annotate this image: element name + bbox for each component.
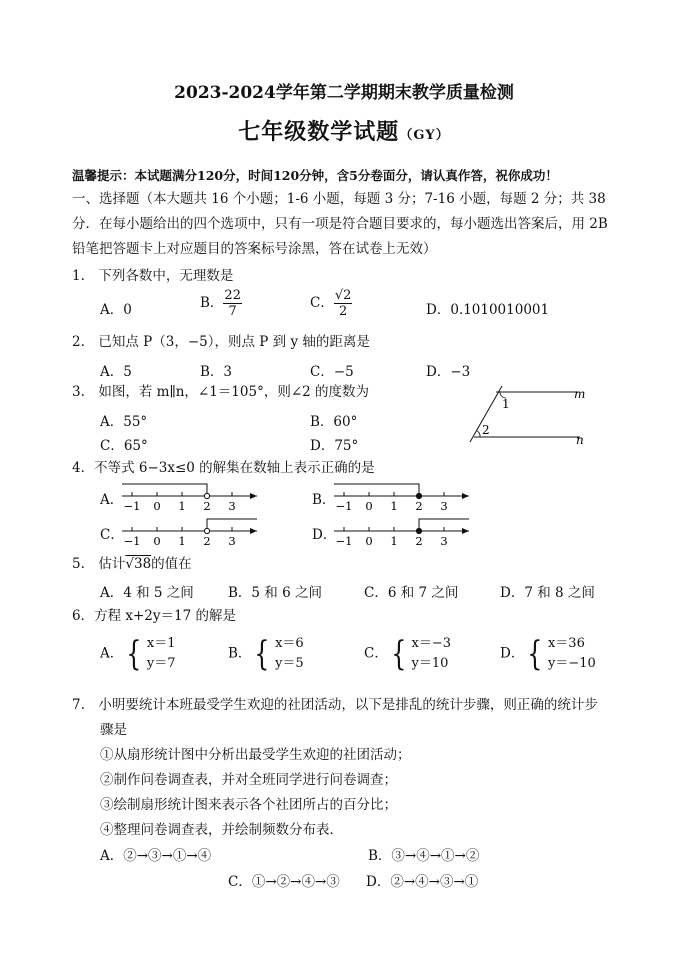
q1-b-fraction	[223, 288, 242, 319]
q6-a-system: { x＝1 y＝7	[126, 634, 176, 674]
section-intro-line2: 分．在每小题给出的四个选项中，只有一项是符合题目要求的，每小题选出答案后，用 2B	[72, 216, 608, 232]
subtitle-text: 七年级数学试题	[238, 119, 400, 145]
tick-label: 3	[228, 534, 236, 548]
q3-option-d: D．75°	[310, 438, 359, 454]
line-n-label: n	[576, 433, 584, 447]
tick-label: 1	[390, 499, 398, 513]
tick-label: 3	[228, 499, 236, 513]
q7-option-d: D．②→④→③→①	[366, 874, 479, 890]
q4-option-d-label: D．	[312, 527, 337, 543]
q3-stem: 3. 如图，若 m∥n，∠1＝105°，则∠2 的度数为	[72, 384, 370, 400]
q5-option-a: A．4 和 5 之间	[100, 585, 194, 601]
solution-ray	[122, 484, 207, 496]
q6-b-row1: x＝6	[275, 636, 304, 651]
q6-a-label: A．	[100, 645, 124, 662]
tick-label: 3	[440, 534, 448, 548]
q1-c-den: 2	[338, 304, 348, 319]
section-intro-line3: 铅笔把答题卡上对应题目的答案标号涂黑，答在试卷上无效）	[72, 241, 437, 257]
q1-option-c	[310, 288, 352, 319]
tick-label: 0	[153, 499, 161, 513]
q3-option-b: B．60°	[310, 414, 358, 430]
tick-label: 2	[203, 534, 211, 548]
tick-label: 0	[153, 534, 161, 548]
tick-label: 2	[415, 499, 423, 513]
q1-b-label: B．	[200, 295, 224, 311]
q6-c-row2: y＝10	[411, 656, 449, 671]
tick-label: 1	[178, 499, 186, 513]
q7-stem-line1: 7. 小明要统计本班最受学生欢迎的社团活动，以下是排乱的统计步骤，则正确的统计步	[72, 697, 598, 713]
subtitle-tag: （GY）	[399, 128, 450, 143]
q1-b-num: 22	[224, 288, 241, 303]
tick-label: 0	[365, 534, 373, 548]
q4-option-b-label: B．	[312, 492, 336, 508]
q7-step2: ②制作问卷调查表，并对全班同学进行问卷调查；	[100, 772, 397, 788]
axis-arrow	[250, 528, 257, 534]
q6-b-system: { x＝6 y＝5	[254, 634, 304, 674]
q6-c-label: C．	[364, 645, 388, 662]
q1-option-d: D．0.1010010001	[426, 302, 550, 318]
axis-arrow	[462, 493, 469, 499]
angle1-label: 1	[502, 397, 510, 411]
axis-arrow	[462, 528, 469, 534]
tick-label: −1	[335, 499, 353, 513]
q4-numberline-b	[334, 480, 474, 514]
q7-option-b: B．③→④→①→②	[368, 848, 480, 864]
q3-figure	[462, 384, 592, 450]
q7-step1: ①从扇形统计图中分析出最受学生欢迎的社团活动；	[100, 747, 411, 763]
q6-b-row2: y＝5	[275, 656, 304, 671]
q7-step3: ③绘制扇形统计图来表示各个社团所占的百分比；	[100, 797, 397, 813]
tick-label: 3	[440, 499, 448, 513]
q5-option-b: B．5 和 6 之间	[228, 585, 322, 601]
q3-option-a: A．55°	[100, 414, 148, 430]
tick-label: 2	[203, 499, 211, 513]
q1-c-num: √2	[334, 288, 352, 303]
q6-b-label: B．	[228, 645, 252, 662]
solution-ray	[334, 484, 419, 496]
q4-option-a-label: A．	[100, 492, 124, 508]
endpoint-dot	[416, 493, 421, 498]
q6-a-row2: y＝7	[146, 656, 176, 671]
q6-d-label: D．	[500, 645, 525, 662]
line-m-label: m	[574, 387, 586, 401]
q2-option-a: A．5	[100, 364, 132, 380]
q4-numberline-c	[122, 515, 262, 549]
q5-root: √38	[125, 556, 152, 572]
tick-label: 2	[415, 534, 423, 548]
q6-option-d	[500, 634, 596, 674]
q6-option-a	[100, 634, 176, 674]
q5-stem	[72, 553, 192, 575]
endpoint-dot	[204, 528, 209, 533]
q6-d-row2: y＝−10	[547, 656, 596, 671]
tick-label: 0	[365, 499, 373, 513]
q6-c-row1: x＝−3	[411, 636, 451, 651]
notice: 温馨提示：本试题满分120分，时间120分钟，含5分卷面分，请认真作答，祝你成功！	[72, 168, 558, 183]
q6-d-row1: x＝36	[547, 636, 585, 651]
q5-option-c: C．6 和 7 之间	[364, 585, 459, 601]
q6-a-row1: x＝1	[146, 636, 176, 651]
tick-label: −1	[123, 534, 141, 548]
q6-option-c	[364, 634, 451, 674]
q1-b-den: 7	[228, 304, 237, 319]
tick-label: −1	[335, 534, 353, 548]
endpoint-dot	[204, 493, 209, 498]
q1-stem: 1. 下列各数中，无理数是	[72, 268, 234, 284]
q5-stem-prefix: 5. 估计	[72, 556, 126, 572]
q4-numberline-a	[122, 480, 262, 514]
q7-option-a: A．②→③→①→④	[100, 848, 212, 864]
axis-arrow	[250, 493, 257, 499]
exam-subtitle	[0, 115, 688, 146]
q2-option-d: D．−3	[426, 364, 471, 380]
q6-stem: 6．方程 x+2y＝17 的解是	[72, 608, 236, 624]
q5-option-d: D．7 和 8 之间	[500, 585, 595, 601]
tick-label: 1	[390, 534, 398, 548]
tick-label: −1	[123, 499, 141, 513]
q3-option-c: C．65°	[100, 438, 148, 454]
angle2-label: 2	[482, 423, 490, 437]
q4-option-c-label: C．	[100, 527, 124, 543]
q6-c-system: { x＝−3 y＝10	[391, 634, 451, 674]
q1-option-a: A．0	[100, 302, 132, 318]
q7-stem-line2: 骤是	[100, 722, 127, 738]
endpoint-dot	[416, 528, 421, 533]
tick-label: 1	[178, 534, 186, 548]
q2-option-c: C．−5	[310, 364, 354, 380]
q2-stem: 2. 已知点 P（3，−5），则点 P 到 y 轴的距离是	[72, 334, 370, 350]
q1-c-fraction	[334, 288, 353, 319]
q6-d-system: { x＝36 y＝−10	[527, 634, 596, 674]
q1-option-b	[200, 288, 242, 319]
q5-stem-suffix: 的值在	[151, 556, 192, 572]
q6-option-b	[228, 634, 304, 674]
q7-option-c: C．①→②→④→③	[228, 874, 340, 890]
q1-c-label: C．	[310, 295, 334, 311]
exam-title: 2023-2024学年第二学期期末教学质量检测	[174, 83, 514, 103]
section-intro-line1: 一、选择题（本大题共 16 个小题；1-6 小题，每题 3 分；7-16 小题，每题 2 分；共 38	[72, 191, 606, 207]
q7-step4: ④整理问卷调查表，并绘制频数分布表．	[100, 822, 343, 838]
q4-stem: 4．不等式 6−3x≤0 的解集在数轴上表示正确的是	[72, 460, 375, 476]
q2-option-b: B．3	[200, 364, 233, 380]
q4-numberline-d	[334, 515, 474, 549]
angle2-arc	[477, 431, 480, 437]
